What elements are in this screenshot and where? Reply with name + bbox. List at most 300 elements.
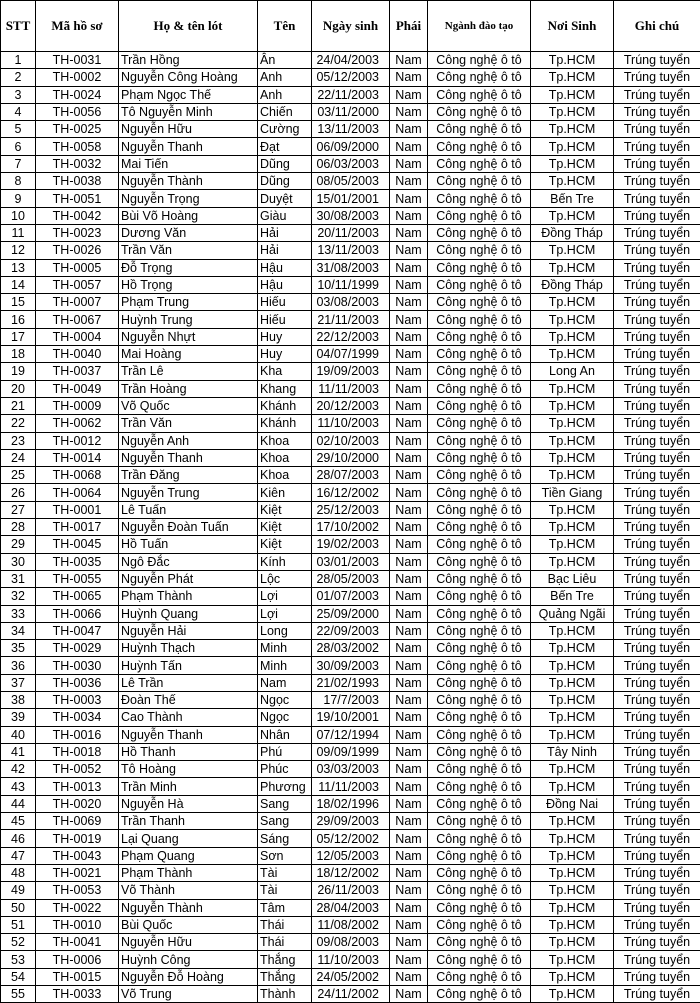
cell-noi-sinh: Tp.HCM bbox=[531, 121, 614, 138]
cell-ghi-chu: Trúng tuyển bbox=[614, 570, 700, 587]
table-row bbox=[1, 155, 700, 172]
cell-ghi-chu: Trúng tuyển bbox=[614, 899, 700, 916]
cell-nganh: Công nghệ ô tô bbox=[428, 916, 531, 933]
table-row bbox=[1, 190, 700, 207]
cell-ten: Đạt bbox=[258, 138, 312, 155]
cell-phai: Nam bbox=[390, 899, 428, 916]
cell-phai: Nam bbox=[390, 691, 428, 708]
cell-ho-ten-lot: Huỳnh Trung bbox=[119, 311, 258, 328]
cell-noi-sinh: Long An bbox=[531, 363, 614, 380]
cell-ho-ten-lot: Phạm Quang bbox=[119, 847, 258, 864]
cell-ghi-chu: Trúng tuyển bbox=[614, 103, 700, 120]
table-row bbox=[1, 882, 700, 899]
cell-ghi-chu: Trúng tuyển bbox=[614, 121, 700, 138]
cell-noi-sinh: Tp.HCM bbox=[531, 467, 614, 484]
cell-phai: Nam bbox=[390, 121, 428, 138]
cell-phai: Nam bbox=[390, 432, 428, 449]
cell-ghi-chu: Trúng tuyển bbox=[614, 138, 700, 155]
cell-noi-sinh: Tiền Giang bbox=[531, 484, 614, 501]
table-row bbox=[1, 986, 700, 1003]
cell-ma-ho-so: TH-0013 bbox=[36, 778, 119, 795]
cell-ngay-sinh: 11/11/2003 bbox=[312, 380, 390, 397]
cell-ho-ten-lot: Hồ Tuấn bbox=[119, 536, 258, 553]
cell-ngay-sinh: 06/03/2003 bbox=[312, 155, 390, 172]
cell-noi-sinh: Tp.HCM bbox=[531, 951, 614, 968]
header-ngay-sinh: Ngày sinh bbox=[312, 1, 390, 52]
cell-stt: 6 bbox=[1, 138, 36, 155]
cell-ghi-chu: Trúng tuyển bbox=[614, 951, 700, 968]
cell-stt: 21 bbox=[1, 397, 36, 414]
cell-ghi-chu: Trúng tuyển bbox=[614, 761, 700, 778]
cell-noi-sinh: Tp.HCM bbox=[531, 882, 614, 899]
cell-stt: 52 bbox=[1, 934, 36, 951]
cell-nganh: Công nghệ ô tô bbox=[428, 657, 531, 674]
cell-ngay-sinh: 15/01/2001 bbox=[312, 190, 390, 207]
cell-nganh: Công nghệ ô tô bbox=[428, 190, 531, 207]
cell-ghi-chu: Trúng tuyển bbox=[614, 449, 700, 466]
cell-ma-ho-so: TH-0041 bbox=[36, 934, 119, 951]
cell-stt: 25 bbox=[1, 467, 36, 484]
cell-ghi-chu: Trúng tuyển bbox=[614, 709, 700, 726]
cell-stt: 11 bbox=[1, 224, 36, 241]
cell-ghi-chu: Trúng tuyển bbox=[614, 553, 700, 570]
cell-ngay-sinh: 24/11/2002 bbox=[312, 986, 390, 1003]
cell-stt: 4 bbox=[1, 103, 36, 120]
table-row bbox=[1, 795, 700, 812]
cell-stt: 43 bbox=[1, 778, 36, 795]
cell-ghi-chu: Trúng tuyển bbox=[614, 328, 700, 345]
table-row bbox=[1, 449, 700, 466]
cell-stt: 48 bbox=[1, 864, 36, 881]
cell-ho-ten-lot: Nguyễn Hải bbox=[119, 622, 258, 639]
cell-nganh: Công nghệ ô tô bbox=[428, 294, 531, 311]
cell-ho-ten-lot: Nguyễn Anh bbox=[119, 432, 258, 449]
cell-ngay-sinh: 20/12/2003 bbox=[312, 397, 390, 414]
cell-ghi-chu: Trúng tuyển bbox=[614, 173, 700, 190]
table-row bbox=[1, 501, 700, 518]
cell-ho-ten-lot: Nguyễn Thanh bbox=[119, 138, 258, 155]
cell-ghi-chu: Trúng tuyển bbox=[614, 743, 700, 760]
cell-ho-ten-lot: Huỳnh Tấn bbox=[119, 657, 258, 674]
cell-ghi-chu: Trúng tuyển bbox=[614, 207, 700, 224]
cell-nganh: Công nghệ ô tô bbox=[428, 813, 531, 830]
cell-nganh: Công nghệ ô tô bbox=[428, 553, 531, 570]
cell-ten: Lộc bbox=[258, 570, 312, 587]
cell-ngay-sinh: 02/10/2003 bbox=[312, 432, 390, 449]
header-phai: Phái bbox=[390, 1, 428, 52]
cell-noi-sinh: Tp.HCM bbox=[531, 242, 614, 259]
cell-ghi-chu: Trúng tuyển bbox=[614, 242, 700, 259]
table-row bbox=[1, 570, 700, 587]
table-row bbox=[1, 847, 700, 864]
cell-noi-sinh: Đồng Nai bbox=[531, 795, 614, 812]
cell-ngay-sinh: 09/08/2003 bbox=[312, 934, 390, 951]
cell-nganh: Công nghệ ô tô bbox=[428, 242, 531, 259]
cell-stt: 15 bbox=[1, 294, 36, 311]
table-row bbox=[1, 259, 700, 276]
cell-ho-ten-lot: Hồ Thanh bbox=[119, 743, 258, 760]
cell-ngay-sinh: 05/12/2002 bbox=[312, 830, 390, 847]
cell-noi-sinh: Tp.HCM bbox=[531, 311, 614, 328]
cell-nganh: Công nghệ ô tô bbox=[428, 173, 531, 190]
cell-ngay-sinh: 28/04/2003 bbox=[312, 899, 390, 916]
cell-nganh: Công nghệ ô tô bbox=[428, 207, 531, 224]
cell-noi-sinh: Tp.HCM bbox=[531, 173, 614, 190]
table-row bbox=[1, 605, 700, 622]
cell-ghi-chu: Trúng tuyển bbox=[614, 467, 700, 484]
cell-ngay-sinh: 22/11/2003 bbox=[312, 86, 390, 103]
cell-ho-ten-lot: Võ Trung bbox=[119, 986, 258, 1003]
cell-stt: 30 bbox=[1, 553, 36, 570]
header-ma-ho-so: Mã hồ sơ bbox=[36, 1, 119, 52]
cell-stt: 51 bbox=[1, 916, 36, 933]
cell-noi-sinh: Tp.HCM bbox=[531, 86, 614, 103]
cell-ten: Ngọc bbox=[258, 709, 312, 726]
table-row bbox=[1, 813, 700, 830]
cell-stt: 42 bbox=[1, 761, 36, 778]
cell-ten: Anh bbox=[258, 86, 312, 103]
cell-ngay-sinh: 18/12/2002 bbox=[312, 864, 390, 881]
cell-ngay-sinh: 10/11/1999 bbox=[312, 276, 390, 293]
cell-noi-sinh: Bến Tre bbox=[531, 190, 614, 207]
cell-stt: 26 bbox=[1, 484, 36, 501]
cell-phai: Nam bbox=[390, 103, 428, 120]
cell-noi-sinh: Tp.HCM bbox=[531, 207, 614, 224]
cell-stt: 10 bbox=[1, 207, 36, 224]
cell-phai: Nam bbox=[390, 830, 428, 847]
cell-ghi-chu: Trúng tuyển bbox=[614, 380, 700, 397]
cell-ho-ten-lot: Nguyễn Phát bbox=[119, 570, 258, 587]
cell-phai: Nam bbox=[390, 380, 428, 397]
cell-ghi-chu: Trúng tuyển bbox=[614, 415, 700, 432]
cell-noi-sinh: Tp.HCM bbox=[531, 138, 614, 155]
cell-ho-ten-lot: Phạm Thành bbox=[119, 588, 258, 605]
cell-ten: Hậu bbox=[258, 259, 312, 276]
cell-nganh: Công nghệ ô tô bbox=[428, 899, 531, 916]
header-nganh-dao-tao: Ngành đào tạo bbox=[428, 1, 531, 52]
cell-stt: 32 bbox=[1, 588, 36, 605]
cell-noi-sinh: Tp.HCM bbox=[531, 709, 614, 726]
cell-ghi-chu: Trúng tuyển bbox=[614, 259, 700, 276]
cell-ho-ten-lot: Trần Lê bbox=[119, 363, 258, 380]
cell-noi-sinh: Tp.HCM bbox=[531, 52, 614, 69]
cell-nganh: Công nghệ ô tô bbox=[428, 622, 531, 639]
cell-ngay-sinh: 17/7/2003 bbox=[312, 691, 390, 708]
cell-ho-ten-lot: Nguyễn Thành bbox=[119, 899, 258, 916]
cell-noi-sinh: Tp.HCM bbox=[531, 346, 614, 363]
cell-noi-sinh: Tp.HCM bbox=[531, 968, 614, 985]
cell-ho-ten-lot: Huỳnh Quang bbox=[119, 605, 258, 622]
cell-ho-ten-lot: Hồ Trọng bbox=[119, 276, 258, 293]
cell-nganh: Công nghệ ô tô bbox=[428, 864, 531, 881]
cell-stt: 39 bbox=[1, 709, 36, 726]
table-row bbox=[1, 588, 700, 605]
cell-ho-ten-lot: Tô Nguyễn Minh bbox=[119, 103, 258, 120]
cell-nganh: Công nghệ ô tô bbox=[428, 484, 531, 501]
cell-ngay-sinh: 05/12/2003 bbox=[312, 69, 390, 86]
cell-phai: Nam bbox=[390, 155, 428, 172]
cell-ghi-chu: Trúng tuyển bbox=[614, 691, 700, 708]
cell-ho-ten-lot: Nguyễn Đoàn Tuấn bbox=[119, 519, 258, 536]
cell-noi-sinh: Tp.HCM bbox=[531, 622, 614, 639]
cell-ten: Thắng bbox=[258, 968, 312, 985]
cell-ten: Khoa bbox=[258, 467, 312, 484]
cell-nganh: Công nghệ ô tô bbox=[428, 640, 531, 657]
cell-ma-ho-so: TH-0029 bbox=[36, 640, 119, 657]
cell-stt: 53 bbox=[1, 951, 36, 968]
header-noi-sinh: Nơi Sinh bbox=[531, 1, 614, 52]
table-row bbox=[1, 519, 700, 536]
cell-ten: Sơn bbox=[258, 847, 312, 864]
cell-stt: 1 bbox=[1, 52, 36, 69]
cell-noi-sinh: Tp.HCM bbox=[531, 328, 614, 345]
cell-ma-ho-so: TH-0045 bbox=[36, 536, 119, 553]
cell-noi-sinh: Tp.HCM bbox=[531, 726, 614, 743]
cell-ma-ho-so: TH-0001 bbox=[36, 501, 119, 518]
cell-phai: Nam bbox=[390, 397, 428, 414]
table-row bbox=[1, 640, 700, 657]
cell-phai: Nam bbox=[390, 553, 428, 570]
cell-ho-ten-lot: Lại Quang bbox=[119, 830, 258, 847]
cell-ghi-chu: Trúng tuyển bbox=[614, 484, 700, 501]
table-row bbox=[1, 830, 700, 847]
cell-nganh: Công nghệ ô tô bbox=[428, 761, 531, 778]
cell-ho-ten-lot: Nguyễn Trung bbox=[119, 484, 258, 501]
cell-noi-sinh: Tp.HCM bbox=[531, 380, 614, 397]
cell-ten: Chiến bbox=[258, 103, 312, 120]
cell-ghi-chu: Trúng tuyển bbox=[614, 640, 700, 657]
cell-ten: Tài bbox=[258, 864, 312, 881]
cell-stt: 9 bbox=[1, 190, 36, 207]
cell-ma-ho-so: TH-0019 bbox=[36, 830, 119, 847]
cell-stt: 8 bbox=[1, 173, 36, 190]
cell-ten: Sáng bbox=[258, 830, 312, 847]
cell-ho-ten-lot: Đoàn Thế bbox=[119, 691, 258, 708]
cell-ngay-sinh: 07/12/1994 bbox=[312, 726, 390, 743]
cell-ngay-sinh: 30/09/2003 bbox=[312, 657, 390, 674]
cell-stt: 45 bbox=[1, 813, 36, 830]
cell-ten: Minh bbox=[258, 640, 312, 657]
cell-nganh: Công nghệ ô tô bbox=[428, 986, 531, 1003]
cell-ngay-sinh: 06/09/2000 bbox=[312, 138, 390, 155]
cell-noi-sinh: Tây Ninh bbox=[531, 743, 614, 760]
cell-ngay-sinh: 12/05/2003 bbox=[312, 847, 390, 864]
cell-ten: Khoa bbox=[258, 449, 312, 466]
cell-nganh: Công nghệ ô tô bbox=[428, 778, 531, 795]
cell-phai: Nam bbox=[390, 484, 428, 501]
cell-ghi-chu: Trúng tuyển bbox=[614, 847, 700, 864]
cell-nganh: Công nghệ ô tô bbox=[428, 138, 531, 155]
cell-nganh: Công nghệ ô tô bbox=[428, 52, 531, 69]
cell-phai: Nam bbox=[390, 951, 428, 968]
cell-nganh: Công nghệ ô tô bbox=[428, 467, 531, 484]
cell-ho-ten-lot: Trần Đăng bbox=[119, 467, 258, 484]
cell-phai: Nam bbox=[390, 934, 428, 951]
cell-nganh: Công nghệ ô tô bbox=[428, 328, 531, 345]
cell-ghi-chu: Trúng tuyển bbox=[614, 276, 700, 293]
table-row bbox=[1, 899, 700, 916]
cell-stt: 33 bbox=[1, 605, 36, 622]
cell-noi-sinh: Tp.HCM bbox=[531, 986, 614, 1003]
cell-nganh: Công nghệ ô tô bbox=[428, 605, 531, 622]
table-row bbox=[1, 726, 700, 743]
header-ho-ten-lot: Họ & tên lót bbox=[119, 1, 258, 52]
cell-stt: 24 bbox=[1, 449, 36, 466]
cell-ten: Long bbox=[258, 622, 312, 639]
cell-phai: Nam bbox=[390, 761, 428, 778]
cell-noi-sinh: Tp.HCM bbox=[531, 830, 614, 847]
cell-nganh: Công nghệ ô tô bbox=[428, 224, 531, 241]
cell-noi-sinh: Bạc Liêu bbox=[531, 570, 614, 587]
cell-ho-ten-lot: Tô Hoàng bbox=[119, 761, 258, 778]
cell-ngay-sinh: 09/09/1999 bbox=[312, 743, 390, 760]
cell-noi-sinh: Tp.HCM bbox=[531, 934, 614, 951]
cell-phai: Nam bbox=[390, 674, 428, 691]
cell-nganh: Công nghệ ô tô bbox=[428, 847, 531, 864]
cell-ten: Kính bbox=[258, 553, 312, 570]
cell-ma-ho-so: TH-0030 bbox=[36, 657, 119, 674]
cell-phai: Nam bbox=[390, 864, 428, 881]
cell-ghi-chu: Trúng tuyển bbox=[614, 795, 700, 812]
cell-nganh: Công nghệ ô tô bbox=[428, 709, 531, 726]
cell-noi-sinh: Tp.HCM bbox=[531, 259, 614, 276]
cell-stt: 31 bbox=[1, 570, 36, 587]
cell-phai: Nam bbox=[390, 138, 428, 155]
cell-ten: Hiếu bbox=[258, 311, 312, 328]
cell-stt: 29 bbox=[1, 536, 36, 553]
cell-ma-ho-so: TH-0033 bbox=[36, 986, 119, 1003]
cell-nganh: Công nghệ ô tô bbox=[428, 346, 531, 363]
cell-ngay-sinh: 29/09/2003 bbox=[312, 813, 390, 830]
cell-ma-ho-so: TH-0065 bbox=[36, 588, 119, 605]
cell-stt: 23 bbox=[1, 432, 36, 449]
table-row bbox=[1, 778, 700, 795]
cell-noi-sinh: Tp.HCM bbox=[531, 553, 614, 570]
cell-ma-ho-so: TH-0066 bbox=[36, 605, 119, 622]
cell-ngay-sinh: 28/03/2002 bbox=[312, 640, 390, 657]
cell-stt: 20 bbox=[1, 380, 36, 397]
cell-ghi-chu: Trúng tuyển bbox=[614, 69, 700, 86]
cell-phai: Nam bbox=[390, 709, 428, 726]
cell-ho-ten-lot: Huỳnh Thạch bbox=[119, 640, 258, 657]
cell-noi-sinh: Tp.HCM bbox=[531, 397, 614, 414]
cell-ghi-chu: Trúng tuyển bbox=[614, 190, 700, 207]
cell-ma-ho-so: TH-0052 bbox=[36, 761, 119, 778]
cell-stt: 44 bbox=[1, 795, 36, 812]
cell-ngay-sinh: 30/08/2003 bbox=[312, 207, 390, 224]
cell-ma-ho-so: TH-0037 bbox=[36, 363, 119, 380]
table-row bbox=[1, 363, 700, 380]
cell-ngay-sinh: 01/07/2003 bbox=[312, 588, 390, 605]
cell-ma-ho-so: TH-0032 bbox=[36, 155, 119, 172]
cell-ngay-sinh: 21/02/1993 bbox=[312, 674, 390, 691]
cell-ghi-chu: Trúng tuyển bbox=[614, 726, 700, 743]
table-row bbox=[1, 657, 700, 674]
cell-phai: Nam bbox=[390, 328, 428, 345]
cell-ten: Giàu bbox=[258, 207, 312, 224]
cell-nganh: Công nghệ ô tô bbox=[428, 397, 531, 414]
table-row bbox=[1, 103, 700, 120]
cell-ten: Thái bbox=[258, 934, 312, 951]
cell-phai: Nam bbox=[390, 311, 428, 328]
cell-ngay-sinh: 13/11/2003 bbox=[312, 242, 390, 259]
cell-noi-sinh: Tp.HCM bbox=[531, 640, 614, 657]
cell-ma-ho-so: TH-0022 bbox=[36, 899, 119, 916]
cell-ho-ten-lot: Phạm Trung bbox=[119, 294, 258, 311]
cell-ngay-sinh: 18/02/1996 bbox=[312, 795, 390, 812]
cell-phai: Nam bbox=[390, 813, 428, 830]
table-row bbox=[1, 121, 700, 138]
table-row bbox=[1, 553, 700, 570]
cell-ma-ho-so: TH-0051 bbox=[36, 190, 119, 207]
cell-ghi-chu: Trúng tuyển bbox=[614, 830, 700, 847]
cell-stt: 54 bbox=[1, 968, 36, 985]
cell-ma-ho-so: TH-0005 bbox=[36, 259, 119, 276]
cell-nganh: Công nghệ ô tô bbox=[428, 570, 531, 587]
cell-nganh: Công nghệ ô tô bbox=[428, 726, 531, 743]
cell-stt: 22 bbox=[1, 415, 36, 432]
cell-stt: 18 bbox=[1, 346, 36, 363]
cell-phai: Nam bbox=[390, 570, 428, 587]
cell-ten: Sang bbox=[258, 813, 312, 830]
cell-ghi-chu: Trúng tuyển bbox=[614, 432, 700, 449]
cell-nganh: Công nghệ ô tô bbox=[428, 934, 531, 951]
cell-phai: Nam bbox=[390, 242, 428, 259]
cell-phai: Nam bbox=[390, 207, 428, 224]
table-row bbox=[1, 397, 700, 414]
cell-ghi-chu: Trúng tuyển bbox=[614, 363, 700, 380]
cell-stt: 17 bbox=[1, 328, 36, 345]
cell-noi-sinh: Tp.HCM bbox=[531, 864, 614, 881]
cell-ten: Kiên bbox=[258, 484, 312, 501]
cell-ten: Kiệt bbox=[258, 536, 312, 553]
cell-ma-ho-so: TH-0056 bbox=[36, 103, 119, 120]
cell-ma-ho-so: TH-0069 bbox=[36, 813, 119, 830]
cell-ma-ho-so: TH-0003 bbox=[36, 691, 119, 708]
cell-noi-sinh: Tp.HCM bbox=[531, 691, 614, 708]
cell-phai: Nam bbox=[390, 916, 428, 933]
cell-nganh: Công nghệ ô tô bbox=[428, 311, 531, 328]
cell-ngay-sinh: 04/07/1999 bbox=[312, 346, 390, 363]
cell-noi-sinh: Tp.HCM bbox=[531, 916, 614, 933]
cell-ho-ten-lot: Phạm Ngọc Thế bbox=[119, 86, 258, 103]
table-row bbox=[1, 173, 700, 190]
cell-ho-ten-lot: Nguyễn Hữu bbox=[119, 934, 258, 951]
cell-ngay-sinh: 11/10/2003 bbox=[312, 415, 390, 432]
cell-ghi-chu: Trúng tuyển bbox=[614, 86, 700, 103]
cell-stt: 55 bbox=[1, 986, 36, 1003]
table-row bbox=[1, 622, 700, 639]
cell-ten: Khang bbox=[258, 380, 312, 397]
cell-ngay-sinh: 29/10/2000 bbox=[312, 449, 390, 466]
table-row bbox=[1, 242, 700, 259]
cell-ho-ten-lot: Nguyễn Nhựt bbox=[119, 328, 258, 345]
cell-ghi-chu: Trúng tuyển bbox=[614, 155, 700, 172]
cell-stt: 12 bbox=[1, 242, 36, 259]
cell-ma-ho-so: TH-0036 bbox=[36, 674, 119, 691]
cell-ngay-sinh: 26/11/2003 bbox=[312, 882, 390, 899]
cell-ghi-chu: Trúng tuyển bbox=[614, 397, 700, 414]
cell-ma-ho-so: TH-0026 bbox=[36, 242, 119, 259]
cell-ma-ho-so: TH-0038 bbox=[36, 173, 119, 190]
cell-noi-sinh: Tp.HCM bbox=[531, 761, 614, 778]
cell-ma-ho-so: TH-0010 bbox=[36, 916, 119, 933]
cell-ngay-sinh: 22/09/2003 bbox=[312, 622, 390, 639]
cell-ghi-chu: Trúng tuyển bbox=[614, 294, 700, 311]
cell-phai: Nam bbox=[390, 224, 428, 241]
table-row bbox=[1, 536, 700, 553]
cell-nganh: Công nghệ ô tô bbox=[428, 795, 531, 812]
